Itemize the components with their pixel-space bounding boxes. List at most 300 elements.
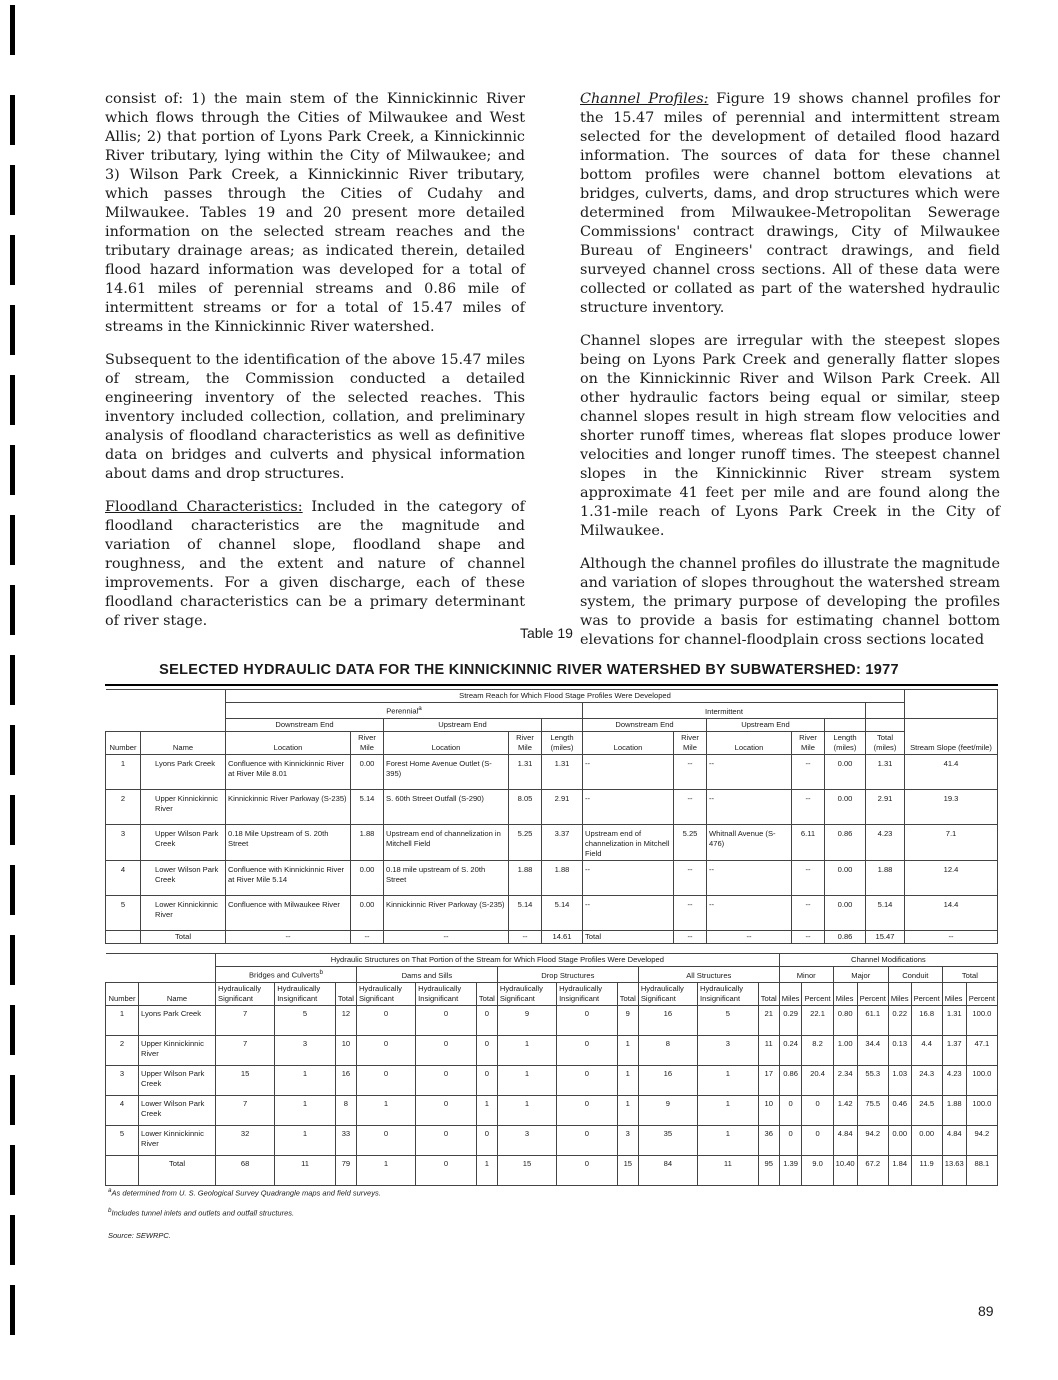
table-cell: -- [792, 930, 825, 943]
table-row [106, 1095, 998, 1125]
table-cell: 1 [497, 1095, 556, 1125]
binding-mark [10, 1145, 15, 1195]
table-header: Location [226, 731, 351, 754]
table-cell: 9 [497, 1005, 556, 1035]
table-header: Total [617, 982, 638, 1005]
table-cell: 15 [617, 1155, 638, 1185]
table-header: Miles [833, 982, 857, 1005]
table-header: Dams and Sills [356, 967, 497, 983]
table-cell: 32 [216, 1125, 275, 1155]
table-cell: -- [583, 789, 674, 824]
table-cell: 1 [275, 1095, 336, 1125]
table-cell: Upstream end of channelization in Mitchell Field [583, 824, 674, 860]
table-cell: 0 [779, 1125, 802, 1155]
table-cell: 0 [557, 1125, 618, 1155]
table-header: Drop Structures [497, 967, 638, 983]
paragraph: Channel slopes are irregular with the steepest slopes being on Lyons Park Creek and generally flatter slopes on the Kinnickinnic River and Wilson Park Creek. All other hydraulic factors being equal or similar, steep channel slopes result in high stream flow velocities and shorter runoff times, whereas flat slopes produce lower velocities and longer runoff times. The steepest channel slopes in the Kinnickinnic River stream system approximate 41 feet per mile and are found along the 1.31-mile reach of Lyons Park Creek in the City of Milwaukee. [580, 333, 1000, 539]
table-cell: 16 [638, 1005, 697, 1035]
table-cell: 1 [617, 1065, 638, 1095]
table-header: Percent [966, 982, 997, 1005]
table-cell: 0.24 [779, 1035, 802, 1065]
table-cell: -- [792, 789, 825, 824]
table-cell: -- [707, 789, 792, 824]
table-cell: 3 [617, 1125, 638, 1155]
table-header: Channel Modifications [779, 954, 997, 967]
table-cell: 0 [557, 1155, 618, 1185]
table-cell: 2 [106, 1035, 139, 1065]
table-cell: 21 [758, 1005, 779, 1035]
table-header: Hydraulic Structures on That Portion of the Stream for Which Flood Stage Profiles Were Developed [216, 954, 780, 967]
table-cell: 1.00 [833, 1035, 857, 1065]
table-header: All Structures [638, 967, 779, 983]
table-header: Conduit [888, 967, 942, 983]
table-header: Hydraulically Significant [216, 982, 275, 1005]
table-cell: -- [674, 895, 707, 930]
table-header: Location [384, 731, 509, 754]
title-rule [105, 684, 998, 686]
table-header: Hydraulically Significant [638, 982, 697, 1005]
table-cell: 75.5 [857, 1095, 888, 1125]
table-cell: -- [792, 860, 825, 895]
table-cell: 41.4 [905, 754, 998, 789]
table-cell: Upper Wilson Park Creek [141, 824, 226, 860]
table-cell: 11.9 [911, 1155, 942, 1185]
table-cell: 100.0 [966, 1095, 997, 1125]
table-header: Hydraulically Insignificant [557, 982, 618, 1005]
table-cell: 7 [216, 1005, 275, 1035]
table-cell: 4.4 [911, 1035, 942, 1065]
table-cell: -- [792, 754, 825, 789]
binding-mark [10, 795, 15, 845]
table-row [106, 1035, 998, 1065]
footnote-a: $^a$As determined from U. S. Geological Survey Quadrangle maps and field surveys. [108, 1187, 381, 1198]
paragraph-body: Included in the category of floodland characteristics are the magnitude and variation of channel slope, floodland shape and roughness, and the extent and nature of channel improvements. For a given discharge, each of these floodland characteristics can be a primary determinant of river stage. [105, 499, 525, 629]
table-cell: Kinnickinnic River Parkway (S-235) [384, 895, 509, 930]
table-cell: 1 [476, 1095, 497, 1125]
table-cell: -- [583, 895, 674, 930]
table-row [106, 1065, 998, 1095]
table-cell: 4 [106, 860, 141, 895]
table-cell: 1.88 [866, 860, 905, 895]
table-cell: 1.03 [888, 1065, 911, 1095]
table-cell: 0.22 [888, 1005, 911, 1035]
table-cell: -- [351, 930, 384, 943]
table-cell: -- [674, 860, 707, 895]
table-cell: 1.88 [351, 824, 384, 860]
table-cell: 17 [758, 1065, 779, 1095]
table-cell: 0 [557, 1065, 618, 1095]
table-cell: 24.5 [911, 1095, 942, 1125]
table-cell: Lower Kinnickinnic River [139, 1125, 216, 1155]
table-cell: 68 [216, 1155, 275, 1185]
table-header: Minor [779, 967, 833, 983]
table-header [866, 718, 905, 731]
table-cell: 1 [617, 1095, 638, 1125]
table-cell: 5 [106, 895, 141, 930]
table-row [106, 860, 998, 895]
table-cell: 1.37 [942, 1035, 966, 1065]
binding-mark [10, 725, 15, 775]
table-header [905, 690, 998, 719]
table-header: Downstream End [226, 718, 384, 731]
table-cell: 0 [557, 1035, 618, 1065]
table-cell: -- [707, 895, 792, 930]
table-header: Name [141, 731, 226, 754]
table-cell: 9 [638, 1095, 697, 1125]
table-total-row [106, 1155, 998, 1185]
table-cell: 5 [698, 1005, 759, 1035]
table-cell: Confluence with Milwaukee River [226, 895, 351, 930]
table-header: River Mile [351, 731, 384, 754]
table-header: River Mile [509, 731, 542, 754]
table-cell: 1.88 [542, 860, 583, 895]
table-cell: 1 [617, 1035, 638, 1065]
table-cell: 4.84 [942, 1125, 966, 1155]
footnote-b: $^b$Includes tunnel inlets and outlets and outfall structures. [108, 1207, 295, 1218]
table-cell: -- [384, 930, 509, 943]
table-cell: 1 [698, 1125, 759, 1155]
table-cell: 36 [758, 1125, 779, 1155]
table-cell: 94.2 [966, 1125, 997, 1155]
table-cell: 4 [106, 1095, 139, 1125]
table-header: River Mile [674, 731, 707, 754]
table-header: Miles [942, 982, 966, 1005]
table-cell: -- [792, 895, 825, 930]
table-cell: Total [139, 1155, 216, 1185]
table-cell: 15 [497, 1155, 556, 1185]
table-cell: 0.00 [888, 1125, 911, 1155]
table-title: SELECTED HYDRAULIC DATA FOR THE KINNICKINNIC RIVER WATERSHED BY SUBWATERSHED: 1977 [159, 662, 899, 678]
table-cell: 4.84 [833, 1125, 857, 1155]
binding-mark [10, 515, 15, 565]
table-cell: 5.14 [351, 789, 384, 824]
table-header: Intermittent [583, 703, 866, 719]
table-header [825, 718, 866, 731]
table-cell: Total [583, 930, 674, 943]
table-header [542, 718, 583, 731]
table-cell: 1 [106, 754, 141, 789]
table-cell: 0.00 [351, 754, 384, 789]
binding-mark [10, 1005, 15, 1055]
table-cell: 67.2 [857, 1155, 888, 1185]
binding-mark [10, 935, 15, 985]
table-cell: 0 [557, 1005, 618, 1035]
table-cell: 11 [698, 1155, 759, 1185]
table-cell: 1.84 [888, 1155, 911, 1185]
table-cell: 8 [638, 1035, 697, 1065]
hydraulic-structures-table [105, 953, 998, 1186]
table-cell: 1.88 [942, 1095, 966, 1125]
table-header: Total [758, 982, 779, 1005]
table-cell: 3 [275, 1035, 336, 1065]
table-cell: 0 [476, 1125, 497, 1155]
table-cell: 1 [106, 1005, 139, 1035]
table-cell: 1 [356, 1095, 415, 1125]
table-cell: Lower Kinnickinnic River [141, 895, 226, 930]
table-cell: Lyons Park Creek [139, 1005, 216, 1035]
table-cell: 0.13 [888, 1035, 911, 1065]
table-cell: 0 [416, 1065, 477, 1095]
table-header: Hydraulically Significant [497, 982, 556, 1005]
table-header [106, 690, 226, 732]
table-cell: 0.00 [825, 895, 866, 930]
table-cell: 2.34 [833, 1065, 857, 1095]
table-cell: 1.39 [779, 1155, 802, 1185]
table-header: Upstream End [384, 718, 542, 731]
table-header: Number [106, 731, 141, 754]
table-cell: 0.86 [825, 930, 866, 943]
binding-mark [10, 95, 15, 145]
table-cell: Upper Wilson Park Creek [139, 1065, 216, 1095]
table-cell: 0.86 [825, 824, 866, 860]
table-cell: -- [707, 754, 792, 789]
table-cell: -- [583, 860, 674, 895]
table-cell: 7 [216, 1095, 275, 1125]
table-cell: Lyons Park Creek [141, 754, 226, 789]
table-header: Miles [888, 982, 911, 1005]
table-cell: 0 [356, 1065, 415, 1095]
table-cell: 55.3 [857, 1065, 888, 1095]
table-cell: 16 [638, 1065, 697, 1095]
table-cell: 15.47 [866, 930, 905, 943]
table-cell: -- [226, 930, 351, 943]
table-cell: 1.88 [509, 860, 542, 895]
table-cell: 6.11 [792, 824, 825, 860]
table-header: Stream Slope (feet/mile) [905, 718, 998, 754]
table-cell: 12 [335, 1005, 356, 1035]
table-header: Perennial$^a$ [226, 703, 583, 719]
table-cell: -- [509, 930, 542, 943]
paragraph [580, 90, 1000, 318]
table-cell: 100.0 [966, 1005, 997, 1035]
table-cell: -- [583, 754, 674, 789]
section-heading: Floodland Characteristics: [105, 499, 303, 515]
table-cell: 12.4 [905, 860, 998, 895]
table-cell: -- [905, 930, 998, 943]
bridges-header: Bridges and Culverts [248, 970, 320, 980]
stream-reach-table [105, 689, 998, 944]
table-header: Location [583, 731, 674, 754]
table-cell: 61.1 [857, 1005, 888, 1035]
table-cell: 0.00 [351, 895, 384, 930]
table-cell: 1.31 [942, 1005, 966, 1035]
table-header [866, 703, 905, 719]
table-cell: S. 60th Street Outfall (S-290) [384, 789, 509, 824]
paragraph [105, 498, 525, 631]
binding-mark [10, 305, 15, 355]
table-cell: 7 [216, 1035, 275, 1065]
table-cell: -- [674, 754, 707, 789]
table-cell: 0 [476, 1005, 497, 1035]
table-cell: 15 [216, 1065, 275, 1095]
table-cell: -- [674, 789, 707, 824]
table-cell: 0 [416, 1005, 477, 1035]
paragraph-body: Figure 19 shows channel profiles for the 15.47 miles of perennial and intermittent stream selected for the development of detailed flood hazard information. The sources of data for these channel bottom profiles were channel bottom elevations at bridges, culverts, dams, and drop structures which were determined from Milwaukee-Metropolitan Sewerage Commissions' contract drawings, City of Milwaukee Bureau of Engineers' contract drawings, and field surveyed channel cross sections. All of these data were collected or collated as part of the watershed hydraulic structure inventory. [580, 91, 1000, 316]
binding-mark [10, 375, 15, 425]
table-cell: 2.91 [866, 789, 905, 824]
table-cell: 5.25 [509, 824, 542, 860]
table-header: Total [942, 967, 997, 983]
binding-mark [10, 235, 15, 285]
table-cell: 0.00 [825, 754, 866, 789]
table-row [106, 754, 998, 789]
table-cell: -- [707, 930, 792, 943]
table-total-row [106, 930, 998, 943]
table-cell: 0 [356, 1035, 415, 1065]
table-cell: 16.8 [911, 1005, 942, 1035]
right-text-column [580, 90, 1000, 664]
table-header: Hydraulically Insignificant [275, 982, 336, 1005]
table-header: Percent [911, 982, 942, 1005]
table-cell: 1 [356, 1155, 415, 1185]
table-cell: 3 [698, 1035, 759, 1065]
table-cell: Confluence with Kinnickinnic River at River Mile 8.01 [226, 754, 351, 789]
table-cell: 0 [416, 1155, 477, 1185]
table-cell: 1.31 [866, 754, 905, 789]
table-cell: 19.3 [905, 789, 998, 824]
table-cell: 9 [617, 1005, 638, 1035]
table-cell: 35 [638, 1125, 697, 1155]
table-cell: 0 [416, 1035, 477, 1065]
binding-mark [10, 5, 15, 55]
table-row [106, 1125, 998, 1155]
table-cell: 1 [497, 1065, 556, 1095]
table-cell: 13.63 [942, 1155, 966, 1185]
table-cell: 0 [416, 1125, 477, 1155]
table-cell [106, 1155, 139, 1185]
table-cell: 1 [497, 1035, 556, 1065]
table-cell: 3 [106, 824, 141, 860]
table-cell: 0 [356, 1125, 415, 1155]
table-cell: 3 [106, 1065, 139, 1095]
paragraph: Subsequent to the identification of the above 15.47 miles of stream, the Commission conducted a detailed engineering inventory of the selected reaches. This inventory included collection, collation, and preliminary analysis of floodland characteristics as well as definitive data on bridges and culverts and physical information about dams and drop structures. [105, 352, 525, 482]
table-header: Total [476, 982, 497, 1005]
table-cell: 5 [275, 1005, 336, 1035]
table-cell: Total [141, 930, 226, 943]
table-cell: 14.61 [542, 930, 583, 943]
table-cell: 0.00 [825, 789, 866, 824]
table-cell: 20.4 [802, 1065, 833, 1095]
table-cell: 0.00 [351, 860, 384, 895]
binding-mark [10, 585, 15, 635]
table-cell: 16 [335, 1065, 356, 1095]
table-cell: 0.80 [833, 1005, 857, 1035]
table-header: Miles [779, 982, 802, 1005]
table-cell: 88.1 [966, 1155, 997, 1185]
table-cell: 5.14 [866, 895, 905, 930]
table-cell: 0 [356, 1005, 415, 1035]
table-cell: 95 [758, 1155, 779, 1185]
table-cell: 0.18 Mile Upstream of S. 20th Street [226, 824, 351, 860]
table-cell: 1 [698, 1065, 759, 1095]
table-cell: 0.29 [779, 1005, 802, 1035]
table-cell: 5 [106, 1125, 139, 1155]
binding-mark [10, 165, 15, 215]
table-cell: 4.23 [866, 824, 905, 860]
table-cell: 1 [476, 1155, 497, 1185]
perennial-label: Perennial [386, 706, 419, 716]
page-number: 89 [978, 1303, 994, 1319]
table-cell: 0 [802, 1125, 833, 1155]
table-cell: Confluence with Kinnickinnic River at River Mile 5.14 [226, 860, 351, 895]
table-cell: 1 [275, 1125, 336, 1155]
table-cell: 0.00 [911, 1125, 942, 1155]
table-cell: 5.25 [674, 824, 707, 860]
table-cell: 0.46 [888, 1095, 911, 1125]
table-cell: 3 [497, 1125, 556, 1155]
table-row [106, 1005, 998, 1035]
table-cell: 10 [335, 1035, 356, 1065]
table-cell: 7.1 [905, 824, 998, 860]
paragraph: Although the channel profiles do illustrate the magnitude and variation of slopes throughout the watershed stream system, the primary purpose of developing the profiles was to provide a basis for estimating channel bottom elevations for channel-floodplain cross sections located [580, 556, 1000, 648]
binding-mark [10, 865, 15, 915]
table-header: Hydraulically Insignificant [698, 982, 759, 1005]
table-cell: 22.1 [802, 1005, 833, 1035]
table-cell: 5.14 [542, 895, 583, 930]
table-cell: 8.2 [802, 1035, 833, 1065]
table-header: Length (miles) [825, 731, 866, 754]
paragraph: consist of: 1) the main stem of the Kinnickinnic River which flows through the Cities of Milwaukee and West Allis; 2) that portion of Lyons Park Creek, a Kinnickinnic River tributary, lying within the City of Milwaukee; and 3) Wilson Park Creek, a Kinnickinnic River tributary, which passes through the Cities of Cudahy and Milwaukee. Tables 19 and 20 present more detailed information on the selected stream reaches and the tributary drainage areas; as indicated therein, detailed flood hazard information was developed for a total of 14.61 miles of perennial streams and 0.86 mile of intermittent streams or for a total of 15.47 miles of streams in the Kinnickinnic River watershed. [105, 91, 525, 335]
table-header: Length (miles) [542, 731, 583, 754]
table-cell: 0 [476, 1035, 497, 1065]
table-cell: 10.40 [833, 1155, 857, 1185]
binding-mark [10, 1285, 15, 1335]
table-header: Hydraulically Insignificant [416, 982, 477, 1005]
table-cell: Kinnickinnic River Parkway (S-235) [226, 789, 351, 824]
table-cell: 4.23 [942, 1065, 966, 1095]
table-header: Upstream End [707, 718, 825, 731]
table-cell: 10 [758, 1095, 779, 1125]
table-header: Number [106, 982, 139, 1005]
table-header: Major [833, 967, 888, 983]
table-cell: 79 [335, 1155, 356, 1185]
table-header: Total [335, 982, 356, 1005]
table-label: Table 19 [520, 625, 573, 641]
table-cell: 34.4 [857, 1035, 888, 1065]
table-cell: 0 [416, 1095, 477, 1125]
table-row [106, 895, 998, 930]
table-cell: Upper Kinnickinnic River [141, 789, 226, 824]
table-cell: 47.1 [966, 1035, 997, 1065]
table-cell: 8.05 [509, 789, 542, 824]
table-cell: 14.4 [905, 895, 998, 930]
table-cell: 1 [275, 1065, 336, 1095]
section-heading: Channel Profiles: [580, 91, 709, 107]
table-cell: 1.42 [833, 1095, 857, 1125]
table-cell: 2.91 [542, 789, 583, 824]
table-cell: 0 [476, 1065, 497, 1095]
table-cell: 0.00 [825, 860, 866, 895]
table-header: Total (miles) [866, 731, 905, 754]
table-cell: 8 [335, 1095, 356, 1125]
left-text-column [105, 90, 525, 645]
table-cell: 0 [557, 1095, 618, 1125]
table-cell: Forest Home Avenue Outlet (S-395) [384, 754, 509, 789]
table-cell: Upstream end of channelization in Mitchell Field [384, 824, 509, 860]
binding-mark [10, 1215, 15, 1265]
table-row [106, 824, 998, 860]
source-note: Source: SEWRPC. [108, 1231, 171, 1240]
table-cell: 5.14 [509, 895, 542, 930]
table-header: Name [139, 982, 216, 1005]
table-cell: 9.0 [802, 1155, 833, 1185]
table-cell: 1 [698, 1095, 759, 1125]
table-cell: 100.0 [966, 1065, 997, 1095]
table-cell: 84 [638, 1155, 697, 1185]
table-cell: 1.31 [509, 754, 542, 789]
table-row [106, 789, 998, 824]
footnote-text: Includes tunnel inlets and outlets and outfall structures. [111, 1208, 295, 1218]
